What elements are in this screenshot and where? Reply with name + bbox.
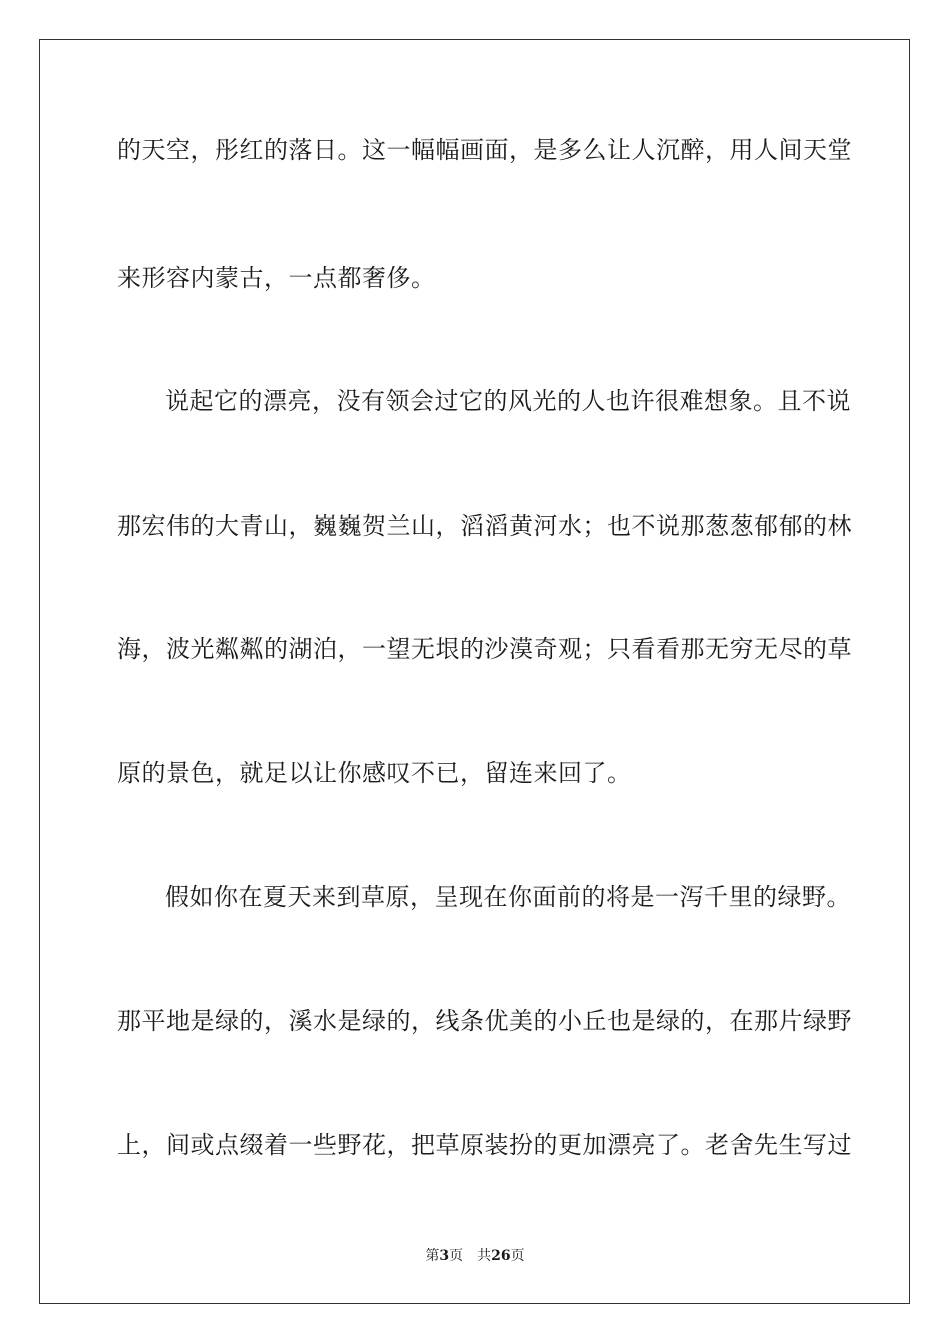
page-suffix: 页 <box>449 1248 464 1264</box>
page-border <box>39 39 910 1304</box>
text-line-9: 上，间或点缀着一些野花，把草原装扮的更加漂亮了。老舍先生写过 <box>117 1131 852 1159</box>
text-line-4: 那宏伟的大青山，巍巍贺兰山，滔滔黄河水；也不说那葱葱郁郁的林 <box>117 512 852 540</box>
text-line-5: 海，波光粼粼的湖泊，一望无垠的沙漠奇观；只看看那无穷无尽的草 <box>117 635 852 663</box>
text-line-3: 说起它的漂亮，没有领会过它的风光的人也许很难想象。且不说 <box>165 387 851 415</box>
page-footer <box>0 1247 950 1265</box>
total-prefix: 共 <box>477 1248 492 1264</box>
text-line-6: 原的景色，就足以让你感叹不已，留连来回了。 <box>117 759 632 787</box>
total-pages: 26 <box>491 1248 511 1264</box>
page-prefix: 第 <box>425 1248 440 1264</box>
text-line-1: 的天空，彤红的落日。这一幅幅画面，是多么让人沉醉，用人间天堂 <box>117 136 852 164</box>
text-line-7: 假如你在夏天来到草原，呈现在你面前的将是一泻千里的绿野。 <box>165 883 851 911</box>
page-number: 3 <box>439 1248 450 1264</box>
text-line-2: 来形容内蒙古，一点都奢侈。 <box>117 264 436 292</box>
total-suffix: 页 <box>510 1248 525 1264</box>
text-line-8: 那平地是绿的，溪水是绿的，线条优美的小丘也是绿的，在那片绿野 <box>117 1007 852 1035</box>
